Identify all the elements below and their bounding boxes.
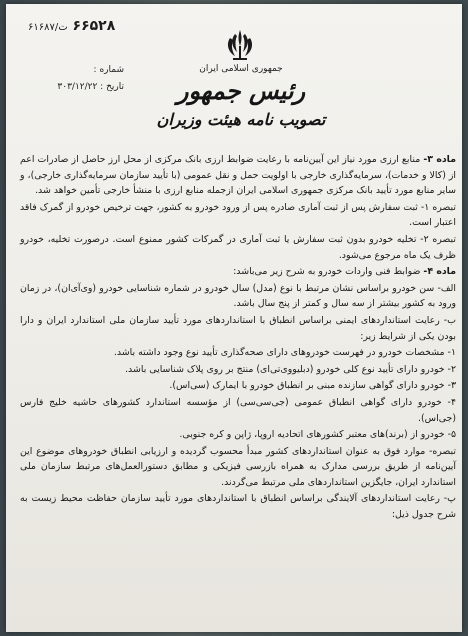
item-alef: الف- سن خودرو براساس نشان مرتبط با نوع (مدل) سال خودرو در شماره شناسایی خودرو (وی‌آی‌ان)، در زمان ورود به کشور بیشتر از سه سال و کمتر از پنج سال باشد. bbox=[20, 282, 456, 310]
date-value: ۳۰۳/۱۲/۲۲ bbox=[57, 82, 98, 92]
item-be: ب- رعایت استانداردهای ایمنی براساس انطباق با استانداردهای مورد تأیید سازمان ملی استاندارد ایران و دارا بودن یکی از شرایط زیر: bbox=[20, 314, 456, 342]
condition-2: ۲- خودرو دارای تأیید نوع کلی خودرو (دبلیووی‌تی‌ای) منتج بر روی پلاک شناسایی باشد. bbox=[125, 363, 456, 375]
number-row: شماره : bbox=[93, 65, 124, 75]
note-2: تبصره ۲- تخلیه خودرو بدون ثبت سفارش یا ثبت آماری در گمرکات کشور ممنوع است. درصورت تخلیه، خودرو ظرف یک ماه مرجوع می‌شود. bbox=[20, 233, 456, 261]
condition-5: ۵- خودرو از (برند)های معتبر کشورهای اتحادیه اروپا، ژاپن و کره جنوبی. bbox=[179, 429, 456, 441]
date-label: تاریخ bbox=[106, 82, 124, 92]
serial-code: ت/۶۱۶۸۷ bbox=[28, 22, 68, 33]
serial-number-value: ۶۶۵۲۸ bbox=[72, 18, 116, 34]
president-title: رئیس جمهور bbox=[176, 76, 306, 105]
article-4 bbox=[20, 264, 456, 280]
condition-3: ۳- خودرو دارای گواهی سازنده مبنی بر انطباق خودرو با ایمارک (سی‌اس). bbox=[169, 380, 456, 392]
document-meta bbox=[24, 62, 124, 96]
decree-body bbox=[20, 152, 456, 524]
number-label: شماره bbox=[99, 65, 124, 75]
article-4-text: ضوابط فنی واردات خودرو به شرح زیر می‌باشد: bbox=[233, 266, 421, 278]
note-1: تبصره ۱- ثبت سفارش پس از ثبت آماری صادره پس از ورود خودرو به کشور، جهت ترخیص خودرو از گمرک فاقد اعتبار است. bbox=[20, 201, 456, 229]
republic-label: جمهوری اسلامی ایران bbox=[199, 64, 283, 74]
condition-1: ۱- مشخصات خودرو در فهرست خودروهای دارای صحه‌گذاری تأیید نوع وجود داشته باشد. bbox=[113, 347, 456, 359]
condition-4: ۴- خودرو دارای گواهی انطباق عمومی (جی‌سی‌سی) از مؤسسه استاندارد کشورهای حاشیه خلیج فارس (جی‌اس). bbox=[20, 396, 456, 424]
iran-emblem-icon bbox=[225, 28, 255, 62]
final-note: تبصره- موارد فوق به عنوان استانداردهای کشور مبدأ محسوب گردیده و ارزیابی انطباق خودروهای موضوع این آیین‌نامه از طریق بررسی مدارک به همراه بازرسی فیزیکی و مطابق دستورالعمل‌های مرتبط سازمان ملی استاندارد ایران، جایگزین استانداردهای ملی مرتبط می‌گردند. bbox=[20, 445, 456, 488]
date-row: تاریخ : ۳۰۳/۱۲/۲۲ bbox=[57, 82, 124, 92]
article-3 bbox=[20, 152, 456, 199]
article-3-label: ماده ۳- bbox=[423, 154, 457, 165]
article-4-label: ماده ۴- bbox=[423, 266, 456, 278]
cabinet-approval-title: تصویب نامه هیئت وزیران bbox=[156, 110, 326, 129]
document-page bbox=[6, 4, 462, 632]
article-3-text: منابع ارزی مورد نیاز این آیین‌نامه با رعایت ضوابط ارزی بانک مرکزی از محل ارز حاصل از صادرات اعم از (کالا و خدمات)، سرمایه‌گذاری خارجی با اولویت حمل و نقل عمومی (با تأیید سازمان سرمایه‌گذاری خارجی)، و سایر منابع مورد تأیید بانک مرکزی جمهوری اسلامی ایران ازجمله منابع ارزی با منشأ خارجی تأمین خواهد شد. bbox=[20, 154, 456, 197]
item-pe: پ- رعایت استانداردهای آلایندگی براساس انطباق با استانداردهای مورد تأیید سازمان حفاظت محیط زیست به شرح جدول ذیل: bbox=[20, 493, 456, 521]
serial-number bbox=[24, 18, 115, 34]
